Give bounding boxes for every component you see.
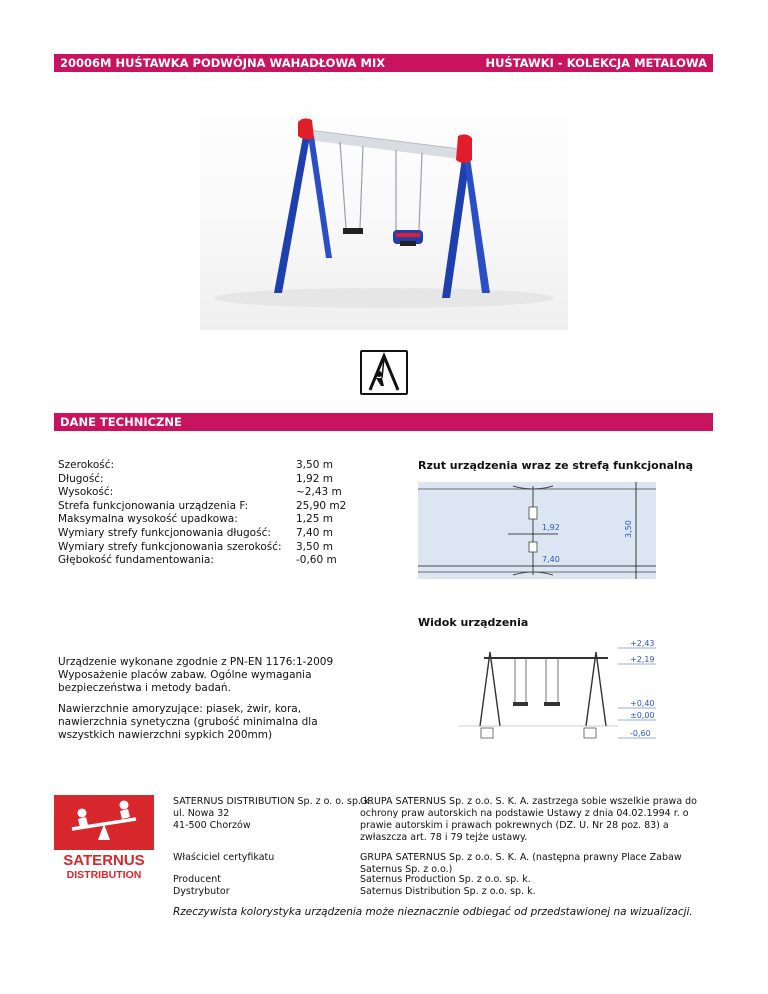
spec-value: 3,50 m — [296, 459, 333, 471]
spec-value: 25,90 m2 — [296, 499, 347, 512]
level-label: +2,19 — [630, 655, 655, 664]
producer-value: Saternus Production Sp. z o.o. sp. k. — [360, 874, 531, 885]
elevation-diagram — [418, 636, 658, 742]
product-image — [200, 78, 568, 330]
spec-label: Szerokość: — [58, 459, 115, 471]
swing-pictogram-icon — [360, 350, 408, 395]
plan-dim-length: 1,92 — [542, 523, 560, 532]
plan-dim-width: 3,50 — [624, 520, 633, 538]
distributor-label: Dystrybutor — [173, 886, 230, 897]
company-city: 41-500 Chorzów — [173, 820, 251, 831]
product-title: 20006M HUŚTAWKA PODWÓJNA WAHADŁOWA MIX — [60, 56, 386, 70]
plan-title: Rzut urządzenia wraz ze strefą funkcjonalną — [418, 459, 694, 472]
logo-text-2: DISTRIBUTION — [66, 869, 142, 881]
level-label: ±0,00 — [630, 711, 655, 720]
company-name: SATERNUS DISTRIBUTION Sp. z o. o. sp. k. — [173, 796, 373, 807]
copyright-notice: GRUPA SATERNUS Sp. z o.o. S. K. A. zastrzega sobie wszelkie prawa do ochrony praw autorskich na podstawie Ustawy z dnia 04.02.1994 r. o prawie autorskim i prawach pokrewnych (DZ. U. Nr 28 poz. 83) a zwłaszcza art. 78 i 79 tejże ustawy. — [360, 796, 697, 843]
producer-label: Producent — [173, 874, 221, 885]
spec-value: 3,50 m — [296, 540, 333, 553]
spec-value: ~2,43 m — [296, 486, 342, 499]
spec-label: Strefa funkcjonowania urządzenia F: — [58, 499, 249, 512]
spec-value: -0,60 m — [296, 554, 337, 567]
collection-title: HUŚTAWKI - KOLEKCJA METALOWA — [485, 56, 707, 70]
plan-diagram — [418, 482, 656, 579]
spec-value: 1,92 m — [296, 472, 333, 485]
section-header-tech — [54, 413, 713, 431]
spec-label: Głębokość fundamentowania: — [58, 554, 214, 567]
surfaces-note: Nawierzchnie amoryzujące: piasek, żwir, kora, nawierzchnia synetyczna (grubość minimalna dla wszystkich nawierzchni sypkich 200mm) — [58, 703, 318, 741]
spec-label: Maksymalna wysokość upadkowa: — [58, 513, 238, 526]
plan-dim-zone: 7,40 — [542, 555, 560, 564]
spec-label: Wymiary strefy funkcjonowania długość: — [58, 526, 271, 539]
level-label: -0,60 — [630, 729, 651, 738]
spec-label: Długość: — [58, 472, 104, 485]
section-tech-title: DANE TECHNICZNE — [60, 415, 182, 429]
header-bar — [54, 54, 713, 72]
owner-value: GRUPA SATERNUS Sp. z o.o. S. K. A. (następna prawny Place Zabaw Saternus Sp. z o.o.) — [360, 852, 682, 875]
owner-label: Właściciel certyfikatu — [173, 852, 275, 863]
company-street: ul. Nowa 32 — [173, 808, 230, 819]
spec-value: 7,40 m — [296, 526, 333, 539]
spec-label: Wymiary strefy funkcjonowania szerokość: — [58, 540, 282, 553]
color-disclaimer: Rzeczywista kolorystyka urządzenia może nieznacznie odbiegać od przedstawionej na wizualizacji. — [173, 906, 693, 918]
level-label: +2,43 — [630, 639, 655, 648]
elevation-title: Widok urządzenia — [418, 616, 529, 629]
spec-value: 1,25 m — [296, 513, 333, 526]
norm-note: Urządzenie wykonane zgodnie z PN-EN 1176:1-2009 Wyposażenie placów zabaw. Ogólne wymagania bezpieczeństwa i metody badań. — [58, 656, 334, 694]
spec-label: Wysokość: — [58, 486, 114, 499]
distributor-value: Saternus Distribution Sp. z o.o. sp. k. — [360, 886, 536, 897]
logo-text-1: SATERNUS — [63, 852, 145, 869]
level-label: +0,40 — [630, 699, 655, 708]
saternus-logo — [54, 795, 154, 882]
